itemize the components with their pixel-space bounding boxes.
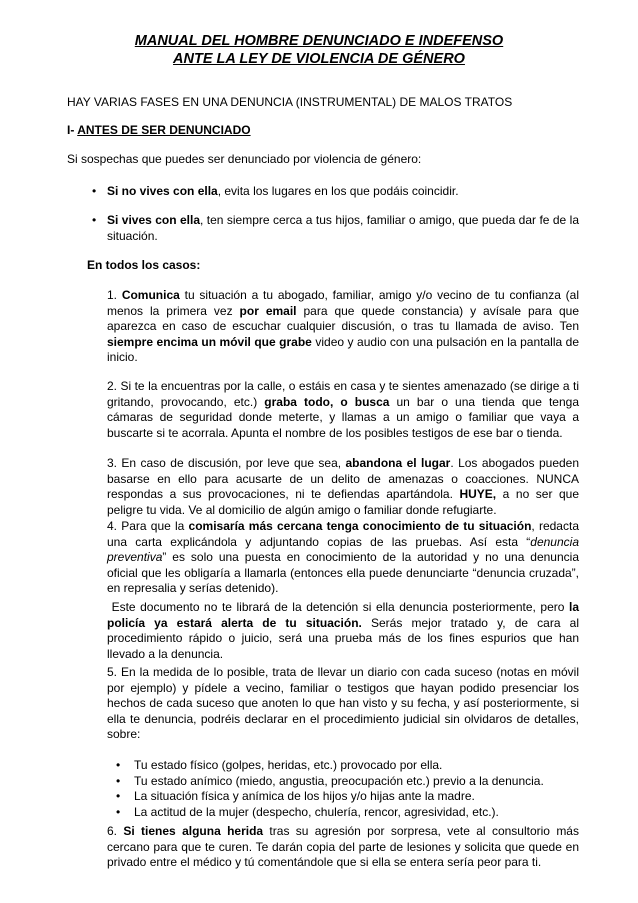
item-4-paragraph	[107, 519, 579, 597]
item-number: 1.	[107, 288, 122, 302]
all-cases-heading: En todos los casos:	[87, 258, 201, 272]
item-5-paragraph	[107, 665, 579, 743]
text: En la medida de lo posible, trata de llevar un diario con cada suceso (notas en móvil por ejemplo) y pídele a vecino, familiar o testigos que hayan podido presenciar los hechos de cada suceso que anoten lo que han visto y su fecha, y así posteriormente, si ella te denuncia, podréis declarar en el procedimiento judicial sin olvidaros de detalles, sobre:	[107, 665, 580, 741]
text: a no ser que peligre tu vida. Ve al domicilio de algún amigo o familiar donde refugiarte.	[107, 487, 579, 517]
intro-paragraph: HAY VARIAS FASES EN UNA DENUNCIA (INSTRUMENTAL) DE MALOS TRATOS	[67, 95, 513, 109]
text: . Los abogados pueden basarse en ello para acusarte de un delito de amenazas o coacciones. NUNCA respondas a sus provocaciones, ni te defiendas apartándola.	[107, 456, 580, 501]
document-title-line2: ANTE LA LEY DE VIOLENCIA DE GÉNERO	[173, 51, 465, 67]
item-number: 4.	[107, 519, 122, 533]
text: Si te la encuentras por la calle, o estáis en casa y te sientes amenazado (se dirige a ti gritando, provocando, etc.)	[107, 379, 579, 409]
text: , redacta una carta explicándola y adjuntando copias de las pruebas. Así esta “	[107, 519, 579, 549]
bullet-bold: Si no vives con ella	[107, 184, 218, 198]
text: video y audio con una pulsación en la pantalla de inicio.	[107, 334, 579, 364]
item-4-continuation	[107, 600, 579, 662]
text: tras su agresión por sorpresa, vete al consultorio más cercano para que te curen. Te darán copia del parte de lesiones y solicita que quede en privado entre el médico y tú comentándole que si ella se entera sería peor para ti.	[107, 824, 579, 869]
item-number: 5.	[107, 665, 121, 679]
emphasis: HUYE,	[459, 487, 497, 501]
bullet-bold: Si vives con ella	[107, 213, 201, 227]
item-2-paragraph	[107, 379, 579, 441]
emphasis: graba todo, o busca	[264, 394, 390, 409]
list-item: • La situación física y anímica de los hijos y/o hijas ante la madre.	[114, 789, 584, 805]
bullet-text: , ten siempre cerca a tus hijos, familiar o amigo, que pueda dar fe de la situación.	[107, 213, 579, 243]
bullet-icon: •	[92, 184, 97, 198]
bullet-vives	[107, 213, 579, 244]
emphasis: comisaría más cercana tenga conocimiento de tu situación	[188, 519, 532, 533]
section-title: ANTES DE SER DENUNCIADO	[77, 123, 251, 137]
lead-paragraph: Si sospechas que puedes ser denunciado por violencia de género:	[67, 152, 422, 166]
list-item: • Tu estado anímico (miedo, angustia, preocupación etc.) previo a la denuncia.	[114, 774, 584, 790]
text: para que quede constancia) y avísale para que aparezca en caso de escuchar cualquier discusión, o tras tu llamada de aviso. Ten	[107, 303, 579, 333]
item-1-paragraph	[107, 288, 579, 366]
text: Serás mejor tratado y, de cara al procedimiento rápido o juicio, será una prueba más de los fines espurios que han llevado a la denuncia.	[107, 615, 579, 661]
item-3-paragraph	[107, 456, 579, 518]
emphasis: siempre encima un móvil que grabe	[107, 334, 312, 349]
item-number: 3.	[107, 456, 122, 470]
section-prefix: I-	[67, 123, 78, 137]
emphasis: Comunica	[121, 288, 180, 302]
list-item: • Tu estado físico (golpes, heridas, etc.) provocado por ella.	[114, 758, 584, 774]
text: tu situación a tu abogado, familiar, amigo y/o vecino de tu confianza (al menos la primera vez	[107, 288, 580, 318]
item-6-paragraph	[107, 824, 579, 871]
item-number: 2.	[107, 379, 121, 393]
document-title-line1: MANUAL DEL HOMBRE DENUNCIADO E INDEFENSO	[134, 33, 504, 49]
bullet-text: , evita los lugares en los que podáis coincidir.	[217, 184, 459, 198]
text: Este documento no te librará de la detención si ella denuncia posteriormente, pero	[111, 600, 569, 614]
emphasis: Si tienes alguna herida	[123, 824, 264, 838]
text: Para que la	[121, 519, 189, 533]
list-item: • La actitud de la mujer (despecho, chulería, rencor, agresividad, etc.).	[114, 805, 584, 821]
emphasis: por email	[239, 303, 297, 318]
text: un bar o una tienda que tenga cámaras de seguridad donde meterte, y llamas a un amigo o familiar que vaya a buscarte si te acorrala. Apunta el nombre de los posibles testigos de ese bar o tienda.	[107, 394, 579, 440]
emphasis: abandona el lugar	[345, 456, 451, 470]
text: En caso de discusión, por leve que sea,	[121, 456, 346, 470]
bullet-icon: •	[92, 213, 97, 227]
italic-term: denuncia preventiva	[107, 534, 579, 564]
details-list	[114, 758, 584, 820]
text: ” es solo una puesta en conocimiento de la autoridad y no una denuncia oficial que les obligaría a llamarla (entonces ella puede denunciarte “denuncia cruzada”, en represalia y serías detenido).	[107, 550, 579, 595]
emphasis: la policía ya estará alerta de tu situación.	[107, 600, 579, 630]
section-heading	[67, 123, 587, 139]
bullet-no-vives	[107, 184, 579, 200]
item-number: 6.	[107, 824, 124, 838]
